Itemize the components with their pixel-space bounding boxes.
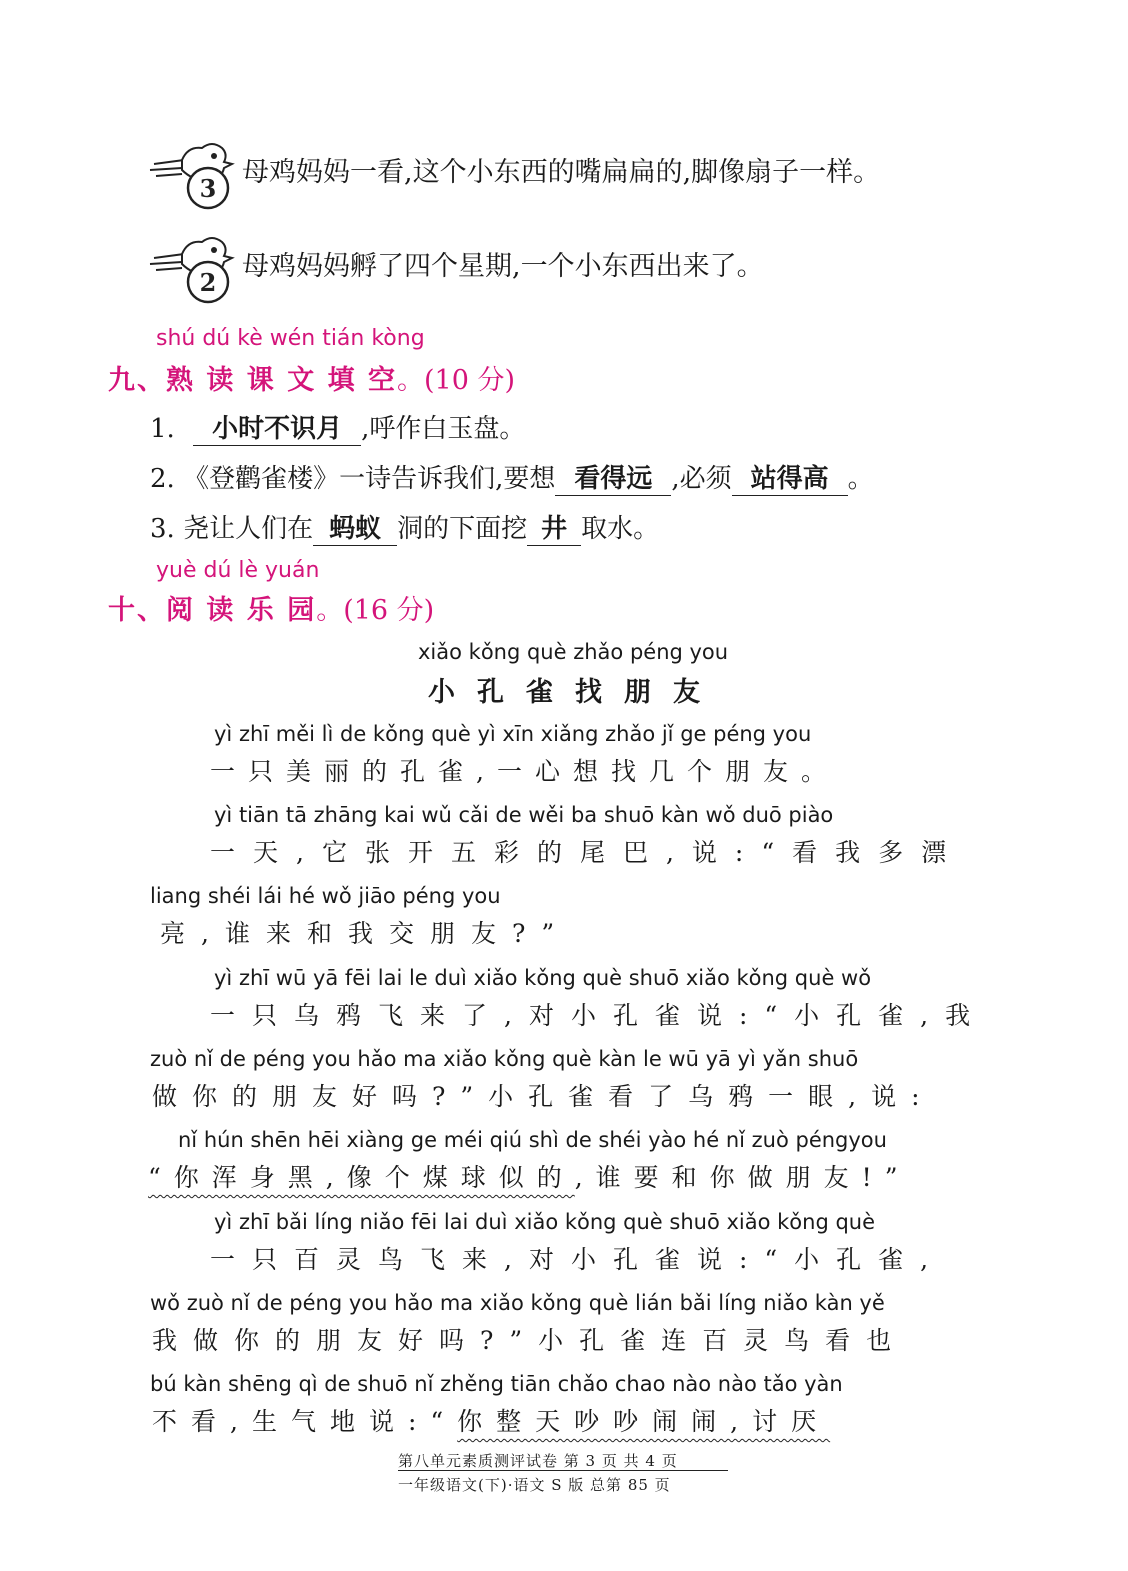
story-text-line: 一只乌鸦飞来了,对小孔雀说:“小孔雀,我 — [210, 1001, 988, 1030]
answer-blank[interactable]: 看得远 — [555, 465, 671, 496]
story-text-line: 一只百灵鸟飞来,对小孔雀说:“小孔雀, — [210, 1245, 946, 1274]
story-pinyin-line: nǐ hún shēn hēi xiàng ge méi qiú shì de shéi yào hé nǐ zuò péngyou — [178, 1128, 887, 1152]
question-text: 《登鹳雀楼》一诗告诉我们,要想 — [183, 464, 556, 494]
fill-question-1 — [150, 408, 525, 446]
sequence-text: 母鸡妈妈孵了四个星期,一个小东西出来了。 — [242, 251, 764, 282]
bird-number-icon — [148, 232, 240, 304]
question-text: ,必须 — [671, 464, 732, 494]
question-number: 3. — [150, 514, 175, 544]
footer-line-2: 一年级语文(下)·语文 S 版 总第 85 页 — [398, 1476, 671, 1494]
question-text: 。 — [847, 464, 874, 494]
sequence-text: 母鸡妈妈一看,这个小东西的嘴扁扁的,脚像扇子一样。 — [242, 157, 881, 188]
footer-line-1: 第八单元素质测评试卷 第 3 页 共 4 页 — [398, 1452, 678, 1470]
story-pinyin-line: wǒ zuò nǐ de péng you hǎo ma xiǎo kǒng què lián bǎi líng niǎo kàn yě — [150, 1291, 885, 1315]
sequence-item — [148, 232, 1048, 302]
question-text: 取水。 — [581, 514, 660, 544]
question-text: ,呼作白玉盘。 — [361, 414, 526, 444]
story-title: 小孔雀找朋友 — [428, 677, 722, 708]
answer-blank[interactable]: 站得高 — [732, 465, 848, 496]
story-pinyin-line: zuò nǐ de péng you hǎo ma xiǎo kǒng què kàn le wū yā yì yǎn shuō — [150, 1047, 859, 1071]
story-text-line: 做你的朋友好吗?”小孔雀看了乌鸦一眼,说: — [152, 1082, 935, 1111]
section9-pinyin: shú dú kè wén tián kòng — [156, 326, 425, 351]
fill-question-2 — [150, 458, 874, 496]
story-title-pinyin: xiǎo kǒng què zhǎo péng you — [418, 640, 729, 664]
story-pinyin-line: yì zhī měi lì de kǒng què yì xīn xiǎng zhǎo jǐ ge péng you — [214, 722, 812, 746]
story-pinyin-line: yì zhī wū yā fēi lai le duì xiǎo kǒng què shuō xiǎo kǒng què wǒ — [214, 966, 872, 990]
story-text-line: 我做你的朋友好吗?”小孔雀连百灵鸟看也 — [152, 1326, 908, 1355]
section10-pinyin: yuè dú lè yuán — [156, 558, 320, 583]
story-text-line: 一天,它张开五彩的尾巴,说:“看我多漂 — [210, 838, 965, 867]
bird-number-icon — [148, 138, 240, 210]
answer-blank[interactable]: 井 — [527, 515, 581, 546]
svg-text:2: 2 — [199, 268, 217, 297]
question-number: 2. — [150, 464, 175, 494]
story-text: ,谁要和你做朋友!” — [574, 1163, 911, 1192]
section9-title: 九、熟 读 课 文 填 空 — [108, 365, 397, 396]
wavy-underlined-text: 你整天吵吵闹闹,讨厌 — [457, 1407, 831, 1436]
fill-question-3 — [150, 508, 659, 546]
story-pinyin-line: yì zhī bǎi líng niǎo fēi lai duì xiǎo kǒng què shuō xiǎo kǒng què — [214, 1210, 876, 1234]
section10-score: 。(16 分) — [316, 595, 435, 626]
story-pinyin-line: bú kàn shēng qì de shuō nǐ zhěng tiān chǎo chao nào nào tǎo yàn — [150, 1372, 843, 1396]
story-pinyin-line: yì tiān tā zhāng kai wǔ cǎi de wěi ba shuō kàn wǒ duō piào — [214, 803, 834, 827]
sequence-item — [148, 138, 1048, 208]
question-text: 尧让人们在 — [183, 514, 314, 544]
section10-title: 十、阅 读 乐 园 — [108, 595, 317, 626]
question-number: 1. — [150, 414, 175, 444]
section9-score: 。(10 分) — [397, 365, 516, 396]
wavy-underlined-text: “你浑身黑,像个煤球似的 — [148, 1163, 575, 1192]
answer-blank[interactable]: 小时不识月 — [193, 415, 361, 446]
story-text-line — [148, 1158, 911, 1194]
story-pinyin-line: liang shéi lái hé wǒ jiāo péng you — [150, 884, 501, 908]
section10-heading — [108, 588, 434, 627]
question-text: 洞的下面挖 — [397, 514, 528, 544]
story-text-line: 一只美丽的孔雀,一心想找几个朋友。 — [210, 757, 839, 786]
answer-blank[interactable]: 蚂蚁 — [313, 515, 397, 546]
story-text: 不看,生气地说:“ — [152, 1407, 458, 1436]
svg-text:3: 3 — [199, 174, 217, 203]
story-text-line: 亮,谁来和我交朋友?” — [160, 919, 571, 948]
footer-divider — [398, 1470, 728, 1471]
section9-heading — [108, 358, 515, 397]
story-text-line — [152, 1402, 830, 1438]
